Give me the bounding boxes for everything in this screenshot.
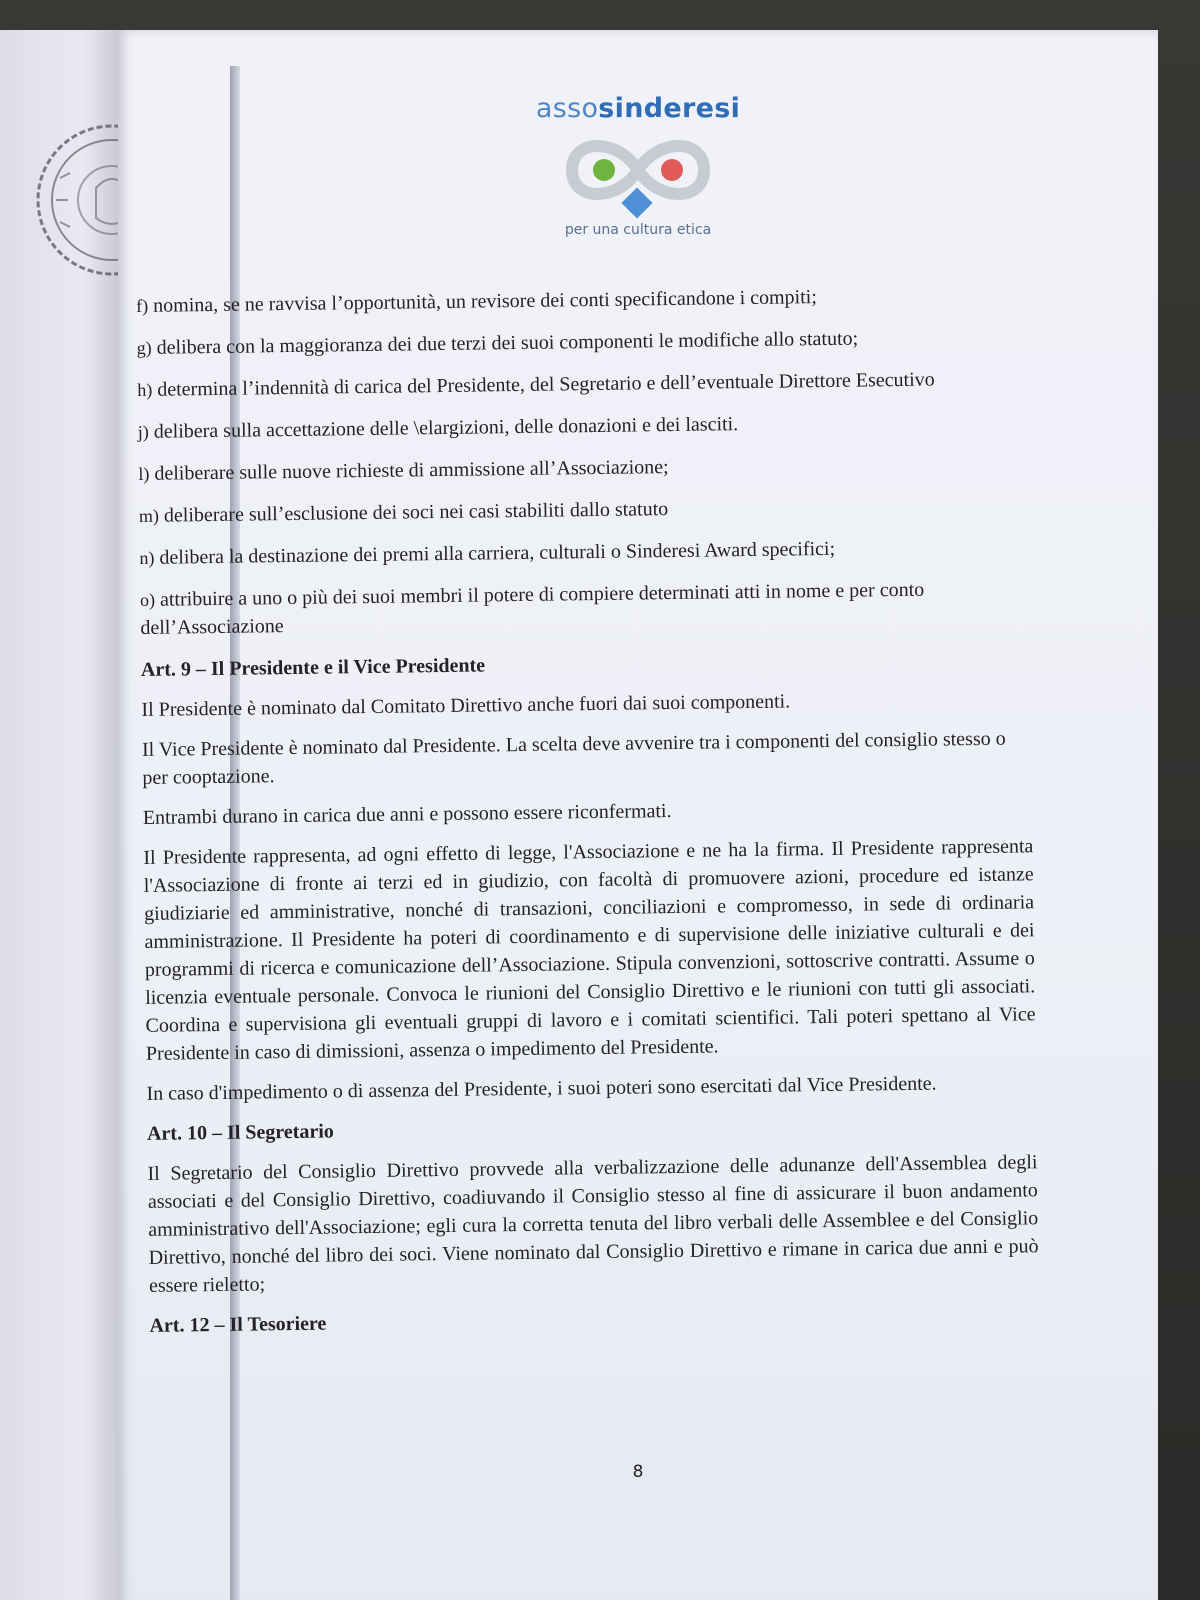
document-body <box>136 280 1040 1352</box>
list-item-g: g) delibera con la maggioranza dei due terzi dei suoi componenti le modifiche allo statuto; <box>136 327 859 359</box>
list-item-o: o) attribuire a uno o più dei suoi membri il potere di compiere determinati atti in nome e per conto dell’Associazione <box>139 578 925 639</box>
logo <box>118 92 1158 238</box>
art9-heading: Art. 9 – Il Presidente e il Vice Presidente <box>140 654 486 681</box>
art9-paragraph-5: In caso d'impedimento o di assenza del Presidente, i suoi poteri sono esercitati dal Vice Presidente. <box>146 1072 937 1105</box>
list-item-n: n) delibera la destinazione dei premi alla carriera, culturali o Sinderesi Award specifici; <box>139 537 836 569</box>
art9-paragraph-4: Il Presidente rappresenta, ad ogni effetto di legge, l'Associazione e ne ha la firma. Il Presidente rappresenta l'Associazione di fronte ai terzi ed in giudizio, con facoltà di promuovere azioni, procedure ed istanze giudiziarie ed amministrative, nonché di transazioni, conciliazioni e compromesso, in sede di ordinaria amministrazione. Il Presidente ha poteri di coordinamento e di supervisione delle iniziative culturali e dei programmi di ricerca e comunicazione dell’Associazione. Stipula convenzioni, sottoscrive contratti. Assume o licenzia eventuale personale. Convoca le riunioni del Consiglio Direttivo e le riunioni con tutti gli associati. Coordina e supervisiona gli eventuali gruppi di lavoro e i comitati scientifici. Tali poteri spettano al Vice Presidente in caso di dimissioni, assenza o impedimento del Presidente. <box>143 835 1036 1065</box>
logo-word-asso: asso <box>535 93 599 124</box>
document-page <box>118 30 1158 1600</box>
logo-tagline: per una cultura etica <box>564 222 712 238</box>
art9-paragraph-2: Il Vice Presidente è nominato dal Presidente. La scelta deve avvenire tra i componenti del consiglio stesso o per cooptazione. <box>141 727 1006 789</box>
art9-paragraph-3: Entrambi durano in carica due anni e possono essere riconfermati. <box>142 800 672 829</box>
list-item-j: j) delibera sulla accettazione delle \elargizioni, delle donazioni e dei lasciti. <box>137 413 739 443</box>
art10-heading: Art. 10 – Il Segretario <box>146 1120 334 1145</box>
list-item-f: f) nomina, se ne ravvisa l’opportunità, un revisore dei conti specificandone i compiti; <box>136 286 817 317</box>
logo-word-sinderesi: sinderesi <box>598 93 741 124</box>
list-item-l: l) deliberare sulle nuove richieste di ammissione all’Associazione; <box>138 456 669 485</box>
page-number: 8 <box>632 1462 644 1482</box>
art12-heading: Art. 12 – Il Tesoriere <box>149 1312 327 1337</box>
art10-paragraph-1: Il Segretario del Consiglio Direttivo provvede alla verbalizzazione delle adunanze dell'Assemblea degli associati e del Consiglio Direttivo, coadiuvando il Consiglio stesso al fine di assicurare il buon andamento amministrativo dell'Associazione; egli cura la corretta tenuta del libro verbali delle Assemblee e del Consiglio Direttivo, nonché del libro dei soci. Viene nominato dal Consiglio Direttivo e rimane in carica due anni e può essere rieletto; <box>147 1151 1039 1297</box>
infinity-loop-logo-icon <box>558 130 718 222</box>
list-item-m: m) deliberare sull’esclusione dei soci nei casi stabiliti dallo statuto <box>138 498 669 527</box>
list-item-h: h) determina l’indennità di carica del Presidente, del Segretario e dell’eventuale Direttore Esecutivo <box>137 368 935 401</box>
logo-wordmark <box>118 92 1158 126</box>
art9-paragraph-1: Il Presidente è nominato dal Comitato Direttivo anche fuori dai suoi componenti. <box>141 690 791 721</box>
